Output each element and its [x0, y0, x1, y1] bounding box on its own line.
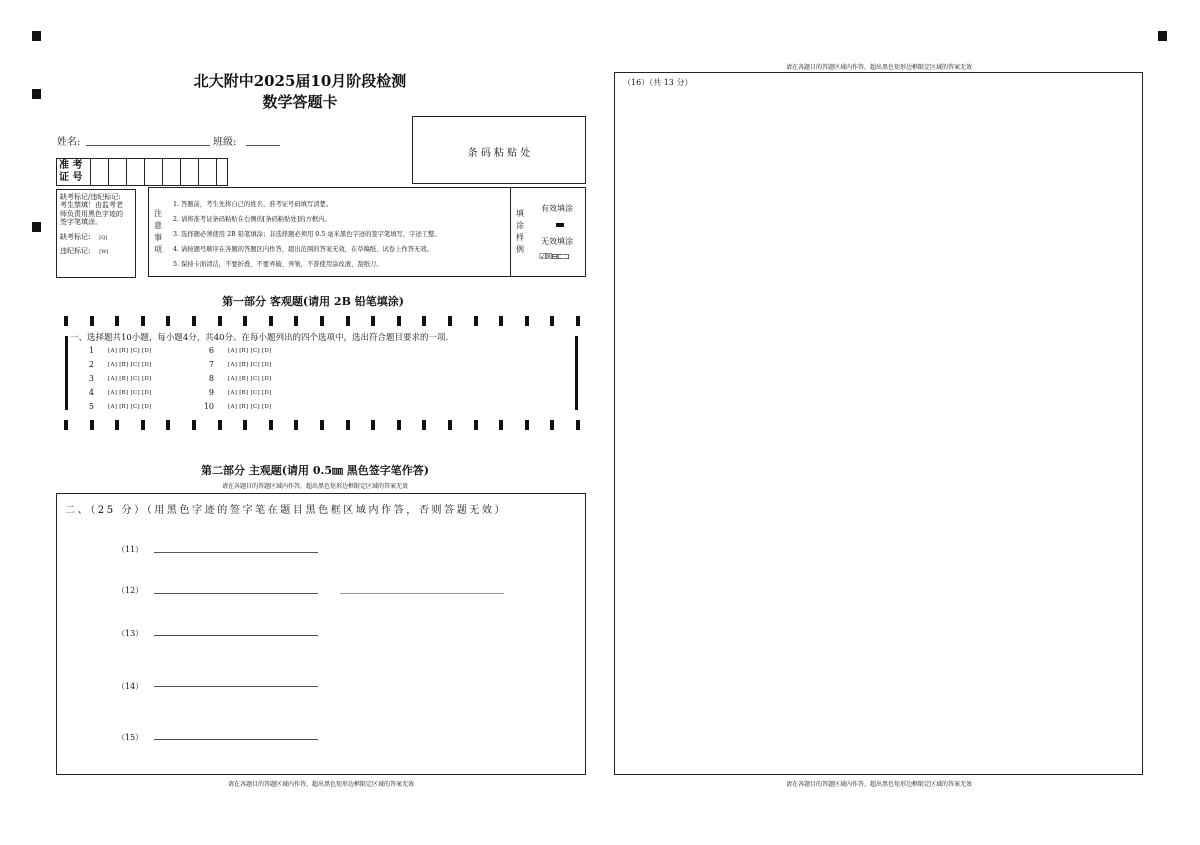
notice-item: 5. 保持卡面清洁，不要折叠、不要弄破、弄皱，不准使用涂改液、刮纸刀。: [173, 261, 383, 268]
invalid-fill-label: 无效填涂: [541, 237, 573, 246]
timing-mark: [576, 316, 580, 326]
question-16-heading: （16）（共 13 分）: [623, 78, 693, 87]
question-11-label: （11）: [117, 545, 144, 554]
timing-mark: [397, 316, 401, 326]
timing-mark: [294, 420, 298, 430]
timing-mark: [141, 420, 145, 430]
page-subtitle: 数学答题卡: [262, 93, 338, 111]
barcode-area: [412, 116, 586, 184]
timing-mark: [550, 316, 554, 326]
question-12-label: （12）: [117, 586, 144, 595]
question-15-answer-line[interactable]: [154, 739, 318, 740]
timing-mark: [218, 420, 222, 430]
exam-id-cell[interactable]: [162, 159, 180, 185]
subjective-answer-box: [56, 493, 586, 775]
registration-mark-left-2: [32, 222, 41, 232]
exam-id-grid: [56, 158, 228, 186]
registration-mark-top-left: [32, 31, 41, 41]
question-11-answer-line[interactable]: [154, 552, 318, 553]
timing-mark: [218, 316, 222, 326]
timing-mark: [141, 316, 145, 326]
valid-fill-label: 有效填涂: [541, 204, 573, 213]
question-12-answer-line-1[interactable]: [154, 593, 318, 594]
timing-mark: [499, 316, 503, 326]
name-label: 姓名:: [57, 137, 81, 148]
timing-mark: [576, 420, 580, 430]
question-15-label: （15）: [117, 733, 144, 742]
timing-mark: [192, 420, 196, 430]
timing-mark: [166, 316, 170, 326]
timing-mark: [90, 420, 94, 430]
exam-id-cell[interactable]: [126, 159, 144, 185]
timing-mark: [166, 420, 170, 430]
timing-mark: [269, 420, 273, 430]
notice-box: [148, 187, 586, 277]
timing-mark: [115, 316, 119, 326]
notice-heading: 注 意 事 项: [154, 209, 162, 254]
timing-mark: [371, 316, 375, 326]
objective-answer-area: [58, 314, 586, 434]
question-row[interactable]: 1 [A] [B] [C] [D] 6 [A] [B] [C] [D]: [88, 346, 272, 355]
timing-mark: [371, 420, 375, 430]
question-14-answer-line[interactable]: [154, 686, 318, 687]
notice-item: 3. 选择题必须使用 2B 铅笔填涂；非选择题必须用 0.5 毫米黑色字迹的签字笔填写，字迹工整。: [173, 231, 441, 238]
question-row[interactable]: 5 [A] [B] [C] [D] 10 [A] [B] [C] [D]: [88, 402, 272, 411]
class-field[interactable]: [246, 145, 280, 146]
invalid-fill-samples: ☑☒⊟⊏⊐: [539, 252, 569, 261]
question-row[interactable]: 4 [A] [B] [C] [D] 9 [A] [B] [C] [D]: [88, 388, 272, 397]
part2-notice: 请在各题目的答题区域内作答，超出黑色矩形边框限定区域的答案无效: [221, 483, 408, 490]
exam-id-label: 准 考 证 号: [59, 160, 83, 183]
timing-mark: [320, 316, 324, 326]
part1-instruction: 一、选择题共10小题，每小题4分，共40分。在每小题列出的四个选项中，选出符合题目要求的一项.: [70, 333, 449, 343]
fill-sample-heading: 填 涂 样 例: [516, 209, 524, 254]
question-16-answer-box[interactable]: [614, 72, 1143, 775]
timing-mark: [294, 316, 298, 326]
timing-mark: [422, 420, 426, 430]
absent-mark-row[interactable]: 缺考标记: [Q]: [60, 232, 108, 241]
timing-mark: [397, 420, 401, 430]
name-field[interactable]: [86, 145, 210, 146]
timing-mark: [320, 420, 324, 430]
right-top-notice: 请在各题目的答题区域内作答，超出黑色矩形边框限定区域的答案无效: [785, 64, 972, 71]
notice-item: 1. 答题前，考生先将自己的姓名、准考证号码填写清楚。: [173, 201, 333, 208]
timing-mark: [192, 316, 196, 326]
question-row[interactable]: 3 [A] [B] [C] [D] 8 [A] [B] [C] [D]: [88, 374, 272, 383]
timing-mark: [115, 420, 119, 430]
question-12-answer-line-2[interactable]: [340, 593, 504, 594]
right-bottom-notice: 请在各题目的答题区域内作答，超出黑色矩形边框限定区域的答案无效: [785, 781, 972, 788]
valid-fill-sample: [556, 223, 564, 227]
exam-id-cell[interactable]: [198, 159, 216, 185]
notice-item: 2. 请将准考证条码粘贴在右侧的[条码粘贴处]的方框内。: [173, 216, 331, 223]
footer-notice-left: 请在各题目的答题区域内作答，超出黑色矩形边框限定区域的答案无效: [227, 781, 414, 788]
question-13-answer-line[interactable]: [154, 635, 318, 636]
registration-mark-top-right: [1158, 31, 1167, 41]
timing-mark: [422, 316, 426, 326]
absent-text: 师负责用黑色字迹的: [60, 209, 123, 218]
timing-mark: [346, 420, 350, 430]
exam-id-cell[interactable]: [180, 159, 198, 185]
exam-id-cell[interactable]: [108, 159, 126, 185]
timing-mark: [243, 420, 247, 430]
violation-mark-row[interactable]: 违纪标记: [W]: [60, 246, 109, 255]
barcode-label: 条 码 粘 贴 处: [467, 148, 531, 159]
timing-mark: [346, 316, 350, 326]
timing-mark: [64, 316, 68, 326]
exam-id-cell[interactable]: [144, 159, 162, 185]
class-label: 班级:: [213, 137, 237, 148]
timing-mark: [269, 316, 273, 326]
part1-title: 第一部分 客观题(请用 2B 铅笔填涂): [222, 295, 404, 308]
question-13-label: （13）: [117, 629, 144, 638]
timing-mark: [448, 420, 452, 430]
timing-mark: [90, 316, 94, 326]
absent-text: 签字笔填涂。: [60, 218, 102, 227]
timing-mark: [525, 316, 529, 326]
absent-text: 缺考标记/违纪标记:: [60, 193, 121, 201]
exam-id-cell[interactable]: [216, 159, 234, 185]
timing-mark: [499, 420, 503, 430]
question-14-label: （14）: [117, 682, 144, 691]
timing-mark: [525, 420, 529, 430]
part2-heading: 二、（25 分）（用黑色字迹的签字笔在题目黑色框区域内作答，否则答题无效）: [65, 505, 508, 516]
timing-mark: [243, 316, 247, 326]
question-row[interactable]: 2 [A] [B] [C] [D] 7 [A] [B] [C] [D]: [88, 360, 272, 369]
side-bar-right: [575, 336, 578, 410]
timing-mark: [474, 420, 478, 430]
timing-mark: [448, 316, 452, 326]
absent-violation-box: [56, 189, 136, 278]
page-title: 北大附中2025届10月阶段检测: [193, 72, 407, 90]
notice-item: 4. 请按题号顺序在各题的答题区内作答，超出范围的答案无效，在草稿纸、试卷上作答无效。: [173, 246, 433, 253]
timing-mark: [474, 316, 478, 326]
timing-mark: [550, 420, 554, 430]
exam-id-cell[interactable]: [90, 159, 108, 185]
absent-text: 考生禁填！由监考老: [60, 201, 123, 210]
timing-mark: [64, 420, 68, 430]
part2-title: 第二部分 主观题(请用 0.5㎜ 黑色签字笔作答): [200, 464, 430, 477]
notice-list: [173, 197, 441, 272]
